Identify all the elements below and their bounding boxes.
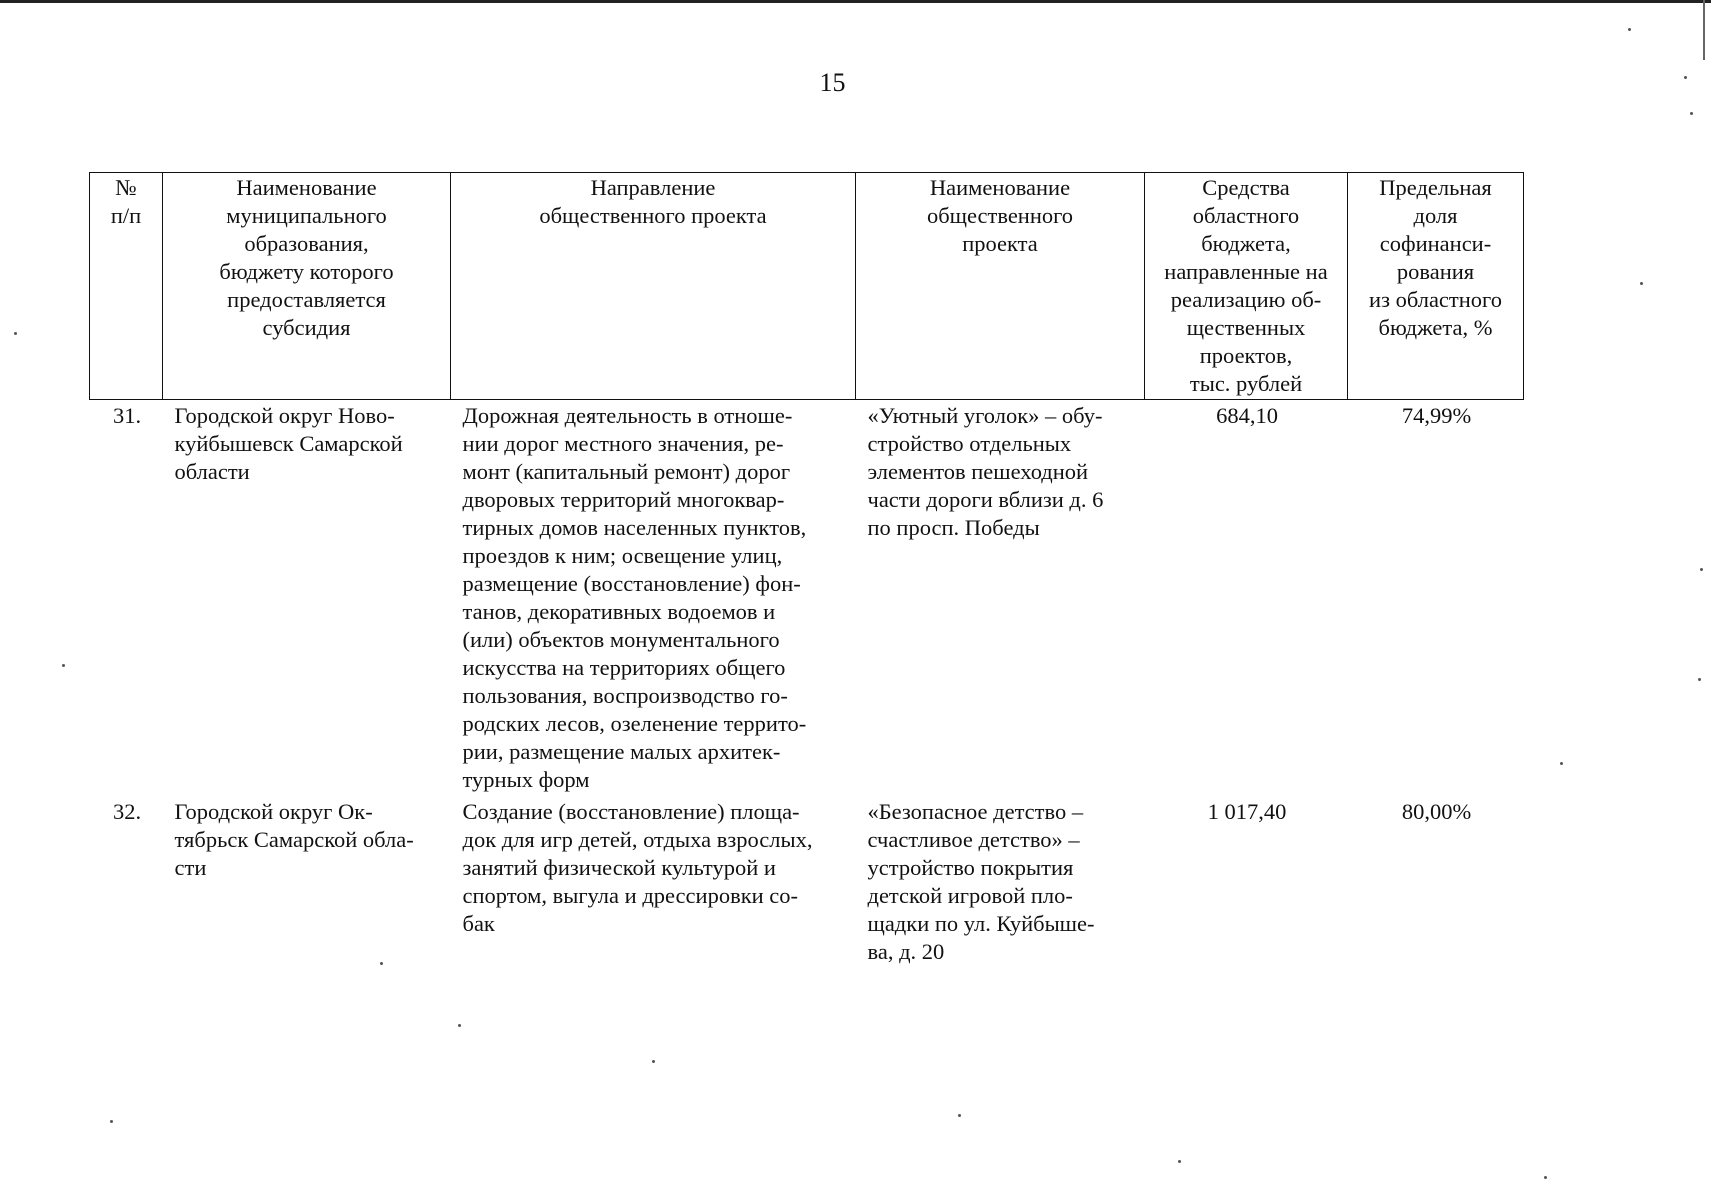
header-municipality: Наименование муниципального образования, бюджету которого предоставляется субсидия	[163, 173, 451, 400]
scan-speck	[1640, 282, 1643, 285]
scan-speck	[958, 1114, 961, 1117]
scan-speck	[1178, 1160, 1181, 1163]
scan-speck	[1628, 28, 1631, 31]
page-number: 15	[819, 68, 846, 97]
row-funds: 684,10	[1216, 403, 1278, 428]
row-funds: 1 017,40	[1207, 799, 1287, 824]
scan-top-edge	[0, 0, 1711, 3]
scan-speck	[1684, 76, 1687, 79]
scan-speck	[1690, 112, 1693, 115]
scan-speck	[14, 332, 17, 335]
row-project: «Уютный уголок» – обу- стройство отдельных элементов пешеходной части дороги вблизи д. 6 по просп. Победы	[867, 403, 1104, 540]
header-share: Предельная доля софинанси- рования из областного бюджета, %	[1348, 173, 1524, 400]
scan-speck	[1544, 1176, 1547, 1179]
scan-speck	[380, 962, 383, 965]
row-project: «Безопасное детство – счастливое детство» – устройство покрытия детской игровой пло- щадки по ул. Куйбыше- ва, д. 20	[867, 799, 1095, 964]
scan-speck	[1698, 678, 1701, 681]
row-share: 74,99%	[1401, 403, 1472, 428]
scan-speck	[1700, 568, 1703, 571]
table-row	[90, 400, 1524, 797]
row-share: 80,00%	[1401, 799, 1472, 824]
header-direction: Направление общественного проекта	[451, 173, 856, 400]
row-direction: Создание (восстановление) площа- док для игр детей, отдыха взрослых, занятий физической культурой и спортом, выгула и дрессировки со- бак	[462, 799, 813, 936]
scan-speck	[458, 1024, 461, 1027]
scan-speck	[62, 664, 65, 667]
table-row	[90, 796, 1524, 968]
scan-right-edge	[1703, 0, 1705, 60]
scan-speck	[1560, 762, 1563, 765]
row-number: 31.	[112, 403, 142, 428]
scan-speck	[110, 1120, 113, 1123]
header-project: Наименование общественного проекта	[856, 173, 1145, 400]
row-direction: Дорожная деятельность в отноше- нии дорог местного значения, ре- монт (капитальный ремонт) дорог дворовых территорий многоквар- тирных домов населенных пунктов, проездов к ним; освещение улиц, размещение (восстановление) фон- танов, декоративных водоемов и (или) объектов монументального искусства на территориях общего пользования, воспроизводство го- родских лесов, озеленение террито- рии, размещение малых архитек- турных форм	[462, 403, 807, 792]
table-header-row	[90, 173, 1524, 400]
header-funds: Средства областного бюджета, направленные на реализацию об- щественных проектов, тыс. рублей	[1145, 173, 1348, 400]
row-municipality: Городской округ Ново- куйбышевск Самарской области	[174, 403, 403, 484]
subsidy-table	[89, 172, 1524, 968]
header-number: № п/п	[90, 173, 163, 400]
scan-speck	[652, 1060, 655, 1063]
row-municipality: Городской округ Ок- тябрьск Самарской обла- сти	[174, 799, 414, 880]
row-number: 32.	[112, 799, 142, 824]
